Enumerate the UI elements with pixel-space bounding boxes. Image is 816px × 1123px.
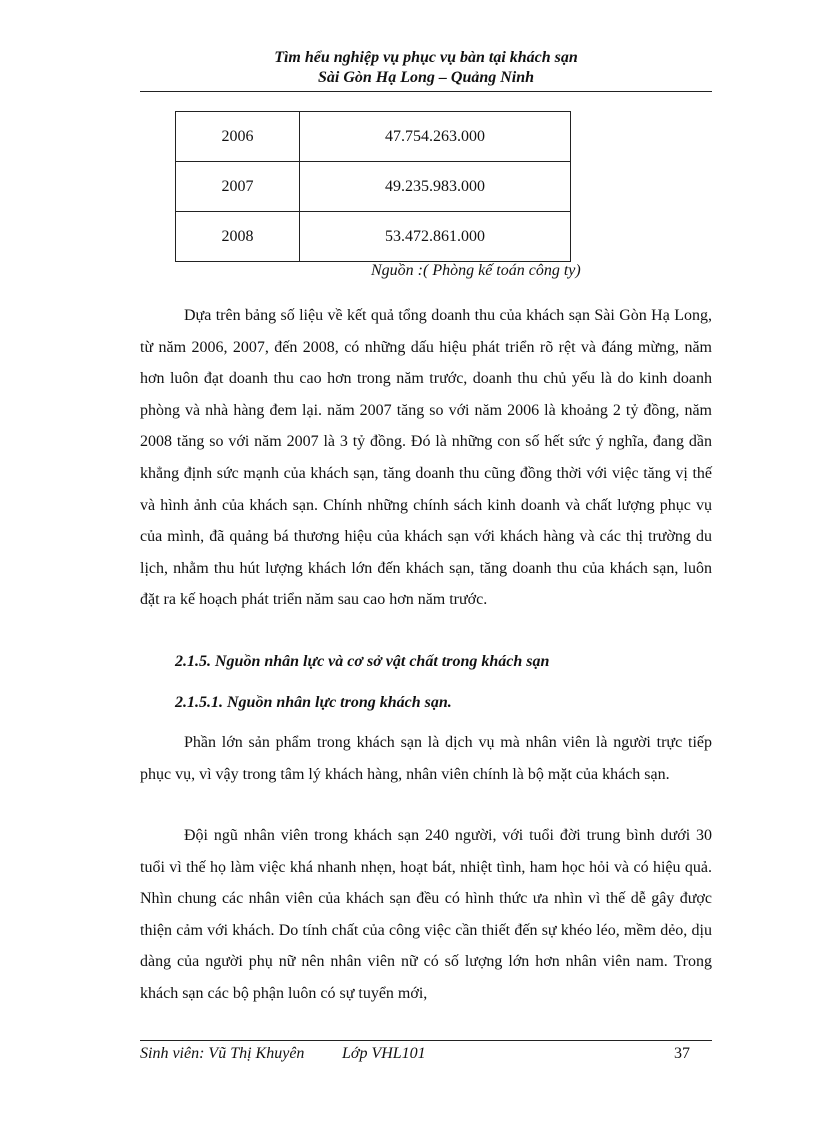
paragraph-text: Dựa trên bảng số liệu về kết quả tổng doanh thu của khách sạn Sài Gòn Hạ Long, từ năm 2006, 2007, đến 2008, có những dấu hiệu phát triển rõ rệt và đáng mừng, năm hơn luôn đạt doanh thu cao hơn trong năm trước, doanh thu chủ yếu là do kinh doanh phòng và nhà hàng đem lại. năm 2007 tăng so với năm 2006 là khoảng 2 tỷ đồng, năm 2008 tăng so với năm 2007 là 3 tỷ đồng. Đó là những con số hết sức ý nghĩa, đang dần khẳng định sức mạnh của khách sạn, tăng doanh thu cũng đồng thời với việc tăng vị thế và hình ảnh của khách sạn. Chính những chính sách kinh doanh và chất lượng phục vụ của mình, đã quảng bá thương hiệu của khách sạn với khách hàng và các thị trường du lịch, nhằm thu hút lượng khách lớn đến khách sạn, tăng doanh thu của khách sạn, luôn đặt ra kế hoạch phát triển năm sau cao hơn năm trước. xyxy=(140,307,712,609)
page-number: 37 xyxy=(674,1045,690,1062)
header-title-line1: Tìm hểu nghiệp vụ phục vụ bàn tại khách sạn xyxy=(274,49,578,66)
amount-cell: 47.754.263.000 xyxy=(300,112,571,162)
footer-divider xyxy=(140,1040,712,1041)
table-row xyxy=(176,112,571,162)
amount-cell: 53.472.861.000 xyxy=(300,212,571,262)
page-header xyxy=(140,48,712,88)
footer-student: Sinh viên: Vũ Thị Khuyên xyxy=(140,1045,305,1062)
subsection-heading: 2.1.5.1. Nguồn nhân lực trong khách sạn. xyxy=(175,694,452,711)
paragraph-text: Phần lớn sản phẩm trong khách sạn là dịch vụ mà nhân viên là người trực tiếp phục vụ, vì vậy trong tâm lý khách hàng, nhân viên chính là bộ mặt của khách sạn. xyxy=(140,734,712,783)
amount-cell: 49.235.983.000 xyxy=(300,162,571,212)
footer-class: Lớp VHL101 xyxy=(342,1045,426,1062)
section-heading: 2.1.5. Nguồn nhân lực và cơ sở vật chất trong khách sạn xyxy=(175,653,550,670)
paragraph-staff-details xyxy=(140,820,712,1010)
year-cell: 2008 xyxy=(176,212,300,262)
paragraph-text: Đội ngũ nhân viên trong khách sạn 240 người, với tuổi đời trung bình dưới 30 tuổi vì thế họ làm việc khá nhanh nhẹn, hoạt bát, nhiệt tình, ham học hỏi và có hiệu quả. Nhìn chung các nhân viên của khách sạn đều có hình thức ưa nhìn vì thế dễ gây được thiện cảm với khách. Do tính chất của công việc cần thiết đến sự khéo léo, mềm dẻo, dịu dàng của người phụ nữ nên nhân viên nữ có số lượng lớn hơn nhân viên nam. Trong khách sạn các bộ phận luôn có sự tuyển mới, xyxy=(140,827,712,1002)
header-title-line2: Sài Gòn Hạ Long – Quảng Ninh xyxy=(317,69,535,86)
paragraph-staff-intro xyxy=(140,727,712,790)
header-divider xyxy=(140,91,712,92)
year-cell: 2007 xyxy=(176,162,300,212)
table-row xyxy=(176,162,571,212)
year-cell: 2006 xyxy=(176,112,300,162)
paragraph-revenue-analysis xyxy=(140,300,712,616)
revenue-table xyxy=(175,111,571,262)
table-row xyxy=(176,212,571,262)
table-source-note: Nguồn :( Phòng kế toán công ty) xyxy=(371,262,581,279)
